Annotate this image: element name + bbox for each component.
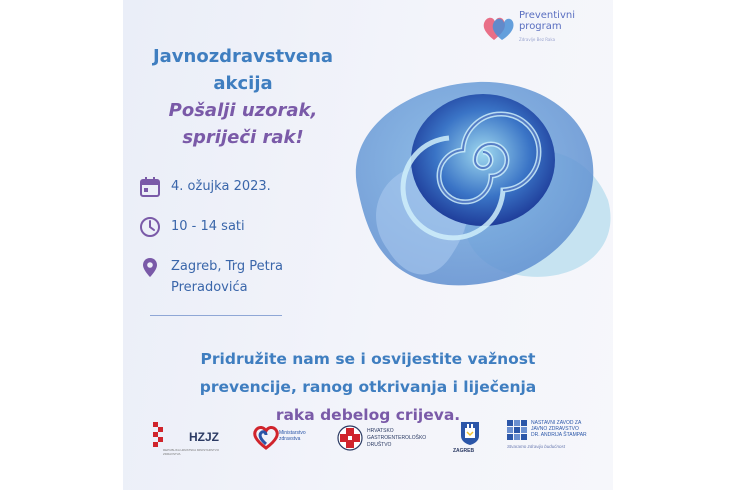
location-line1: Zagreb, Trg Petra: [171, 259, 284, 274]
date-text: 4. ožujka 2023.: [171, 179, 271, 194]
message-line1: Pridružite nam se i osvijestite važnost: [200, 350, 536, 368]
location-pin-icon: [139, 256, 161, 278]
zagreb-text: ZAGREB: [453, 448, 475, 454]
gastro-society-logo: [337, 422, 427, 458]
event-location: [139, 256, 283, 298]
nzjz-line1: NASTAVNI ZAVOD ZA: [531, 420, 582, 426]
brand-line1: Preventivni: [518, 10, 575, 21]
brand-line2: program: [518, 21, 562, 32]
croatia-checker-icon: [153, 422, 175, 448]
event-time: [139, 216, 245, 238]
event-title: [123, 43, 363, 151]
brand-tagline: Zdravlje Bez Raka: [518, 37, 556, 42]
spiral-illustration: [328, 70, 613, 300]
title-line1: Javnozdravstvena: [152, 46, 334, 67]
time-text: 10 - 14 sati: [171, 219, 245, 234]
zagreb-coat-icon: [459, 420, 481, 446]
title-line3: Pošalji uzorak,: [168, 100, 318, 121]
title-line4: spriječi rak!: [182, 127, 304, 148]
divider: [150, 315, 282, 316]
gastro-shield-icon: [337, 422, 363, 454]
ministry-logo: [251, 424, 306, 454]
hzjz-text: HZJZ: [189, 430, 219, 444]
event-date: [139, 176, 271, 198]
ministry-heart-icon: [251, 424, 281, 450]
nzjz-line3: DR. ANDRIJA ŠTAMPAR: [531, 432, 587, 438]
nzjz-tagline: Stvaramo zdraviju budućnost: [507, 444, 566, 449]
clock-icon: [139, 216, 161, 238]
title-line2: akcija: [213, 73, 273, 94]
poster: [123, 0, 613, 490]
society-line2: GASTROENTEROLOŠKO: [367, 435, 427, 441]
partner-logos: [123, 418, 613, 490]
message-line2: prevencije, ranog otkrivanja i liječenja: [199, 378, 537, 396]
ministry-small-text: REPUBLIKA HRVATSKA MINISTARSTVO ZDRAVSTVA: [163, 448, 220, 456]
society-line3: DRUŠTVO: [367, 442, 392, 448]
campaign-message: [123, 345, 613, 429]
heart-logo-icon: [482, 14, 516, 42]
society-line1: HRVATSKO: [367, 428, 394, 434]
nzjz-grid-icon: [507, 420, 527, 440]
nzjz-logo: [507, 420, 587, 449]
ministry-text: Ministarstvo zdravstva: [279, 430, 306, 442]
brand-logo: [482, 10, 575, 45]
calendar-icon: [139, 176, 161, 198]
location-line2: Preradovića: [171, 280, 248, 295]
message-line3: raka debelog crijeva.: [275, 406, 461, 424]
nzjz-line2: JAVNO ZDRAVSTVO: [531, 426, 579, 432]
zagreb-logo: [453, 420, 481, 454]
